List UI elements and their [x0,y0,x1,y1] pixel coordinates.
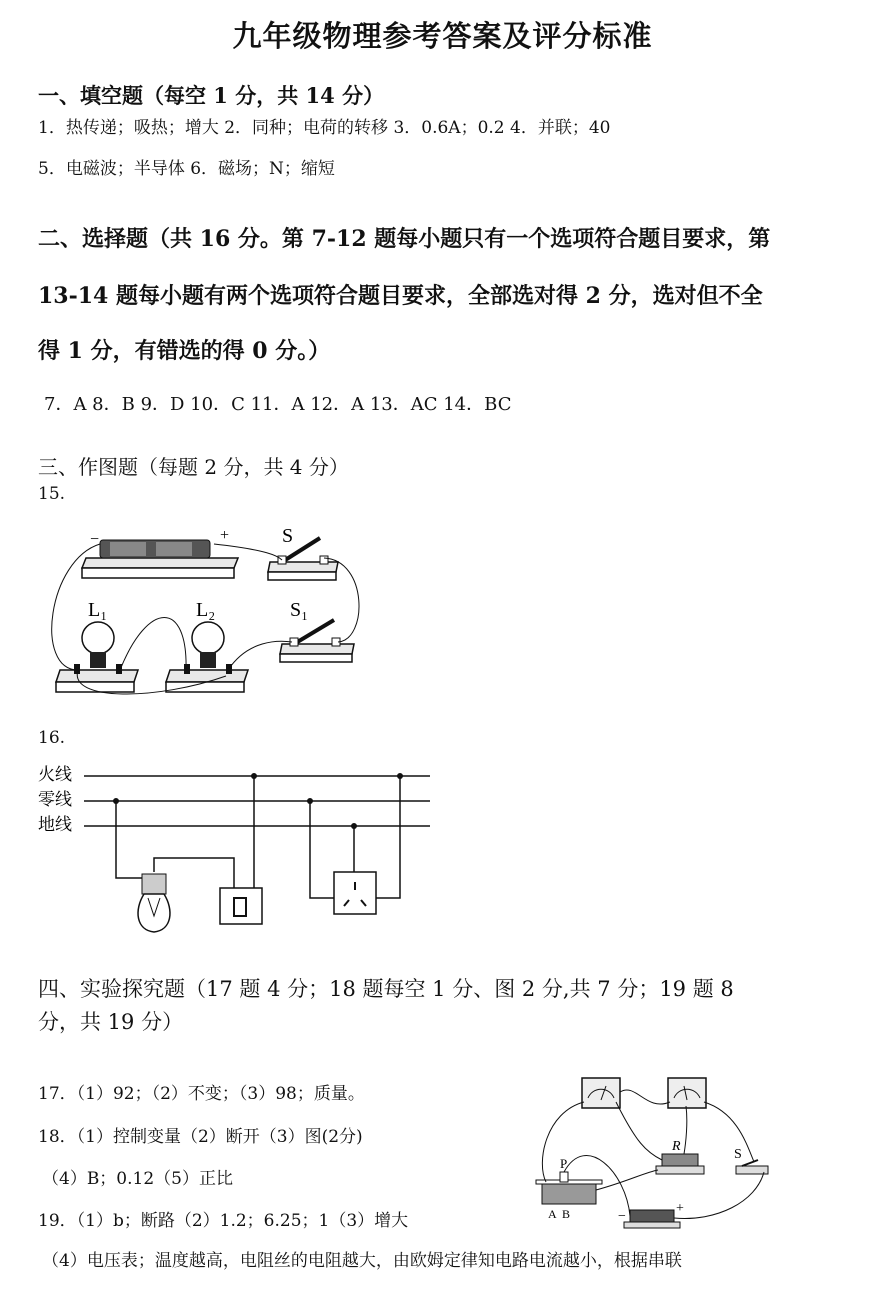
figure-18-circuit [526,1072,776,1232]
question-15-label: 15. [38,484,66,504]
answer-18-part2: （4）B；0.12（5）正比 [42,1169,233,1189]
rheostat-a-label: A [548,1207,557,1221]
section-1-answers-line2: 5．电磁波；半导体 6．磁场；N；缩短 [38,159,335,179]
battery-minus-label: − [90,531,100,548]
answer-17: 17．（1）92；（2）不变；（3）98；质量。 [38,1084,365,1104]
switch-s-label-18: S [734,1147,742,1162]
section-3-heading: 三、作图题（每题 2 分，共 4 分） [38,455,349,479]
lamp-l2-label: L₂ [196,599,216,621]
figure-16-wiring [38,760,438,945]
question-16-label: 16. [38,728,66,748]
battery-plus-label-18: + [676,1201,684,1216]
battery-plus-label: + [220,527,230,544]
section-4-heading-line2: 分，共 19 分） [38,1010,184,1034]
section-1-answers-line1: 1．热传递；吸热；增大 2．同种；电荷的转移 3．0.6A；0.2 4．并联；40 [38,118,611,138]
ground-wire-label: 地线 [38,815,72,834]
answer-18-part1: 18．（1）控制变量（2）断开（3）图(2分) [38,1127,363,1147]
neutral-wire-label: 零线 [38,790,72,809]
section-1-heading: 一、填空题（每空 1 分，共 14 分） [38,83,385,108]
lamp-l1-label: L₁ [88,599,108,621]
section-4-heading-line1: 四、实验探究题（17 题 4 分；18 题每空 1 分、图 2 分,共 7 分；19 题 8 [38,977,734,1001]
page-title: 九年级物理参考答案及评分标准 [232,19,653,53]
battery-minus-label-18: − [618,1209,626,1224]
rheostat-p-label: P [560,1156,568,1171]
section-2-heading-line3: 得 1 分，有错选的得 0 分。） [38,338,331,364]
rheostat-b-label: B [562,1207,571,1221]
switch-s-label: S [282,525,294,547]
answer-19: 19．（1）b；断路（2）1.2；6.25；1（3）增大 [38,1211,409,1231]
answer-19-part4: （4）电压表；温度越高，电阻丝的电阻越大，由欧姆定律知电路电流越小，根据串联 [42,1251,682,1271]
figure-15-circuit [38,520,368,705]
section-2-answers: 7．A 8．B 9．D 10．C 11．A 12．A 13．AC 14．BC [44,394,512,415]
switch-s1-label: S₁ [290,599,309,621]
live-wire-label: 火线 [38,765,72,784]
section-2-heading-line1: 二、选择题（共 16 分。第 7-12 题每小题只有一个选项符合题目要求，第 [38,226,771,252]
section-2-heading-line2: 13-14 题每小题有两个选项符合题目要求，全部选对得 2 分，选对但不全 [38,283,763,309]
resistor-r-label: R [672,1139,681,1154]
